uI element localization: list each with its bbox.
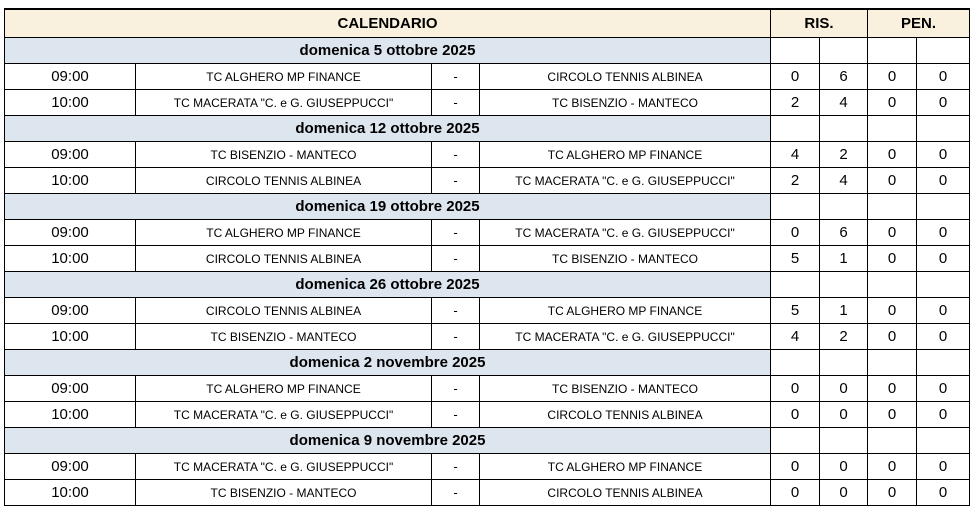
- match-time: 09:00: [5, 142, 136, 168]
- empty-score-cell: [820, 350, 868, 376]
- penalty-home: 0: [868, 246, 917, 272]
- match-separator: -: [432, 168, 480, 194]
- result-away: 4: [820, 168, 868, 194]
- penalty-home: 0: [868, 90, 917, 116]
- round-date: domenica 12 ottobre 2025: [5, 116, 771, 142]
- penalty-home: 0: [868, 142, 917, 168]
- result-home: 0: [771, 480, 820, 506]
- result-away: 4: [820, 90, 868, 116]
- round-date: domenica 19 ottobre 2025: [5, 194, 771, 220]
- result-home: 4: [771, 142, 820, 168]
- penalty-away: 0: [917, 220, 970, 246]
- penalty-away: 0: [917, 376, 970, 402]
- penalty-away: 0: [917, 142, 970, 168]
- match-separator: -: [432, 298, 480, 324]
- result-away: 6: [820, 64, 868, 90]
- home-team: TC ALGHERO MP FINANCE: [136, 220, 432, 246]
- round-date-row: [5, 272, 970, 298]
- round-date-row: [5, 38, 970, 64]
- results-header: RIS.: [771, 9, 868, 38]
- result-home: 5: [771, 298, 820, 324]
- empty-score-cell: [917, 38, 970, 64]
- round-date: domenica 9 novembre 2025: [5, 428, 771, 454]
- home-team: TC MACERATA "C. e G. GIUSEPPUCCI": [136, 402, 432, 428]
- match-time: 10:00: [5, 402, 136, 428]
- penalty-away: 0: [917, 168, 970, 194]
- round-date-row: [5, 116, 970, 142]
- result-home: 4: [771, 324, 820, 350]
- result-away: 0: [820, 454, 868, 480]
- away-team: TC MACERATA "C. e G. GIUSEPPUCCI": [480, 324, 771, 350]
- result-away: 0: [820, 480, 868, 506]
- empty-score-cell: [820, 38, 868, 64]
- result-away: 0: [820, 376, 868, 402]
- empty-score-cell: [917, 350, 970, 376]
- empty-score-cell: [868, 194, 917, 220]
- penalty-home: 0: [868, 64, 917, 90]
- match-time: 10:00: [5, 168, 136, 194]
- away-team: TC BISENZIO - MANTECO: [480, 90, 771, 116]
- result-away: 2: [820, 142, 868, 168]
- match-separator: -: [432, 64, 480, 90]
- penalty-home: 0: [868, 376, 917, 402]
- empty-score-cell: [917, 428, 970, 454]
- match-time: 10:00: [5, 90, 136, 116]
- round-date: domenica 2 novembre 2025: [5, 350, 771, 376]
- header-row: [5, 9, 970, 38]
- penalty-home: 0: [868, 480, 917, 506]
- match-row: [5, 480, 970, 506]
- empty-score-cell: [868, 428, 917, 454]
- empty-score-cell: [771, 350, 820, 376]
- match-row: [5, 454, 970, 480]
- home-team: TC MACERATA "C. e G. GIUSEPPUCCI": [136, 454, 432, 480]
- empty-score-cell: [820, 116, 868, 142]
- result-away: 1: [820, 246, 868, 272]
- empty-score-cell: [820, 272, 868, 298]
- match-time: 09:00: [5, 64, 136, 90]
- penalty-home: 0: [868, 298, 917, 324]
- calendar-body: [5, 9, 970, 506]
- result-home: 0: [771, 402, 820, 428]
- away-team: TC ALGHERO MP FINANCE: [480, 298, 771, 324]
- away-team: TC MACERATA "C. e G. GIUSEPPUCCI": [480, 220, 771, 246]
- result-home: 5: [771, 246, 820, 272]
- empty-score-cell: [868, 272, 917, 298]
- match-row: [5, 298, 970, 324]
- home-team: CIRCOLO TENNIS ALBINEA: [136, 168, 432, 194]
- match-row: [5, 246, 970, 272]
- result-home: 0: [771, 64, 820, 90]
- penalty-home: 0: [868, 454, 917, 480]
- match-separator: -: [432, 246, 480, 272]
- empty-score-cell: [917, 272, 970, 298]
- penalty-home: 0: [868, 220, 917, 246]
- empty-score-cell: [917, 194, 970, 220]
- empty-score-cell: [917, 116, 970, 142]
- result-away: 1: [820, 298, 868, 324]
- penalty-home: 0: [868, 324, 917, 350]
- match-row: [5, 376, 970, 402]
- round-date-row: [5, 350, 970, 376]
- away-team: CIRCOLO TENNIS ALBINEA: [480, 480, 771, 506]
- match-separator: -: [432, 90, 480, 116]
- away-team: CIRCOLO TENNIS ALBINEA: [480, 64, 771, 90]
- home-team: TC BISENZIO - MANTECO: [136, 324, 432, 350]
- match-separator: -: [432, 480, 480, 506]
- match-separator: -: [432, 454, 480, 480]
- away-team: TC ALGHERO MP FINANCE: [480, 142, 771, 168]
- away-team: TC MACERATA "C. e G. GIUSEPPUCCI": [480, 168, 771, 194]
- home-team: TC BISENZIO - MANTECO: [136, 142, 432, 168]
- round-date: domenica 5 ottobre 2025: [5, 38, 771, 64]
- result-home: 2: [771, 168, 820, 194]
- match-separator: -: [432, 402, 480, 428]
- away-team: TC ALGHERO MP FINANCE: [480, 454, 771, 480]
- match-time: 09:00: [5, 220, 136, 246]
- match-time: 10:00: [5, 480, 136, 506]
- match-separator: -: [432, 376, 480, 402]
- match-row: [5, 168, 970, 194]
- result-away: 2: [820, 324, 868, 350]
- match-row: [5, 402, 970, 428]
- result-home: 2: [771, 90, 820, 116]
- home-team: TC BISENZIO - MANTECO: [136, 480, 432, 506]
- result-home: 0: [771, 454, 820, 480]
- penalty-away: 0: [917, 298, 970, 324]
- away-team: CIRCOLO TENNIS ALBINEA: [480, 402, 771, 428]
- penalty-away: 0: [917, 324, 970, 350]
- round-date-row: [5, 194, 970, 220]
- match-row: [5, 324, 970, 350]
- match-time: 09:00: [5, 454, 136, 480]
- home-team: CIRCOLO TENNIS ALBINEA: [136, 246, 432, 272]
- home-team: CIRCOLO TENNIS ALBINEA: [136, 298, 432, 324]
- match-time: 09:00: [5, 376, 136, 402]
- empty-score-cell: [820, 194, 868, 220]
- match-row: [5, 142, 970, 168]
- penalty-away: 0: [917, 90, 970, 116]
- penalties-header: PEN.: [868, 9, 970, 38]
- result-home: 0: [771, 220, 820, 246]
- penalty-home: 0: [868, 168, 917, 194]
- empty-score-cell: [771, 194, 820, 220]
- empty-score-cell: [771, 272, 820, 298]
- penalty-away: 0: [917, 402, 970, 428]
- empty-score-cell: [771, 428, 820, 454]
- round-date: domenica 26 ottobre 2025: [5, 272, 771, 298]
- match-time: 10:00: [5, 246, 136, 272]
- empty-score-cell: [868, 116, 917, 142]
- penalty-away: 0: [917, 454, 970, 480]
- home-team: TC ALGHERO MP FINANCE: [136, 64, 432, 90]
- match-row: [5, 90, 970, 116]
- match-row: [5, 220, 970, 246]
- home-team: TC ALGHERO MP FINANCE: [136, 376, 432, 402]
- result-away: 6: [820, 220, 868, 246]
- calendar-table: [4, 8, 970, 506]
- result-home: 0: [771, 376, 820, 402]
- match-row: [5, 64, 970, 90]
- empty-score-cell: [771, 116, 820, 142]
- away-team: TC BISENZIO - MANTECO: [480, 376, 771, 402]
- round-date-row: [5, 428, 970, 454]
- result-away: 0: [820, 402, 868, 428]
- empty-score-cell: [868, 350, 917, 376]
- match-separator: -: [432, 324, 480, 350]
- empty-score-cell: [771, 38, 820, 64]
- match-time: 10:00: [5, 324, 136, 350]
- penalty-home: 0: [868, 402, 917, 428]
- match-time: 09:00: [5, 298, 136, 324]
- away-team: TC BISENZIO - MANTECO: [480, 246, 771, 272]
- penalty-away: 0: [917, 64, 970, 90]
- home-team: TC MACERATA "C. e G. GIUSEPPUCCI": [136, 90, 432, 116]
- match-separator: -: [432, 142, 480, 168]
- match-separator: -: [432, 220, 480, 246]
- empty-score-cell: [820, 428, 868, 454]
- penalty-away: 0: [917, 246, 970, 272]
- penalty-away: 0: [917, 480, 970, 506]
- empty-score-cell: [868, 38, 917, 64]
- calendar-title: CALENDARIO: [5, 9, 771, 38]
